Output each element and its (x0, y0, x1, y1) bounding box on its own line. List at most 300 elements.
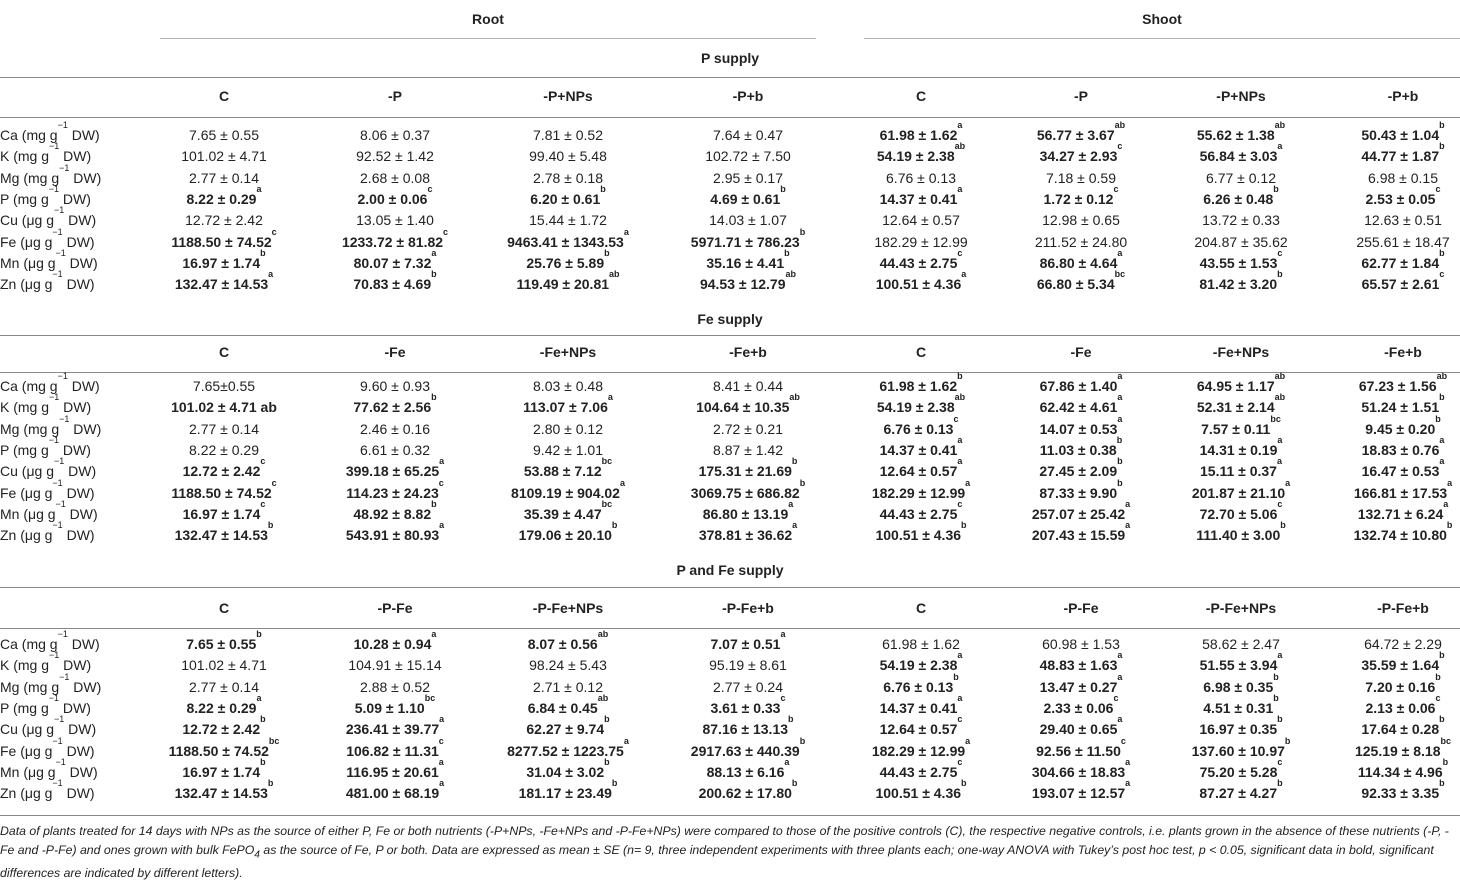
table-cell (129, 679, 319, 695)
cell-value: 7.18 ± 0.59 (1046, 169, 1116, 186)
significance-letter: a (1277, 141, 1283, 152)
significance-letter: c (427, 183, 433, 194)
table-cell (473, 226, 663, 250)
table-cell (129, 226, 319, 250)
column-header: C (915, 88, 927, 104)
significance-letter: a (1117, 247, 1123, 258)
row-label (0, 520, 95, 544)
cell-value: 132.47 ± 14.53 (174, 785, 268, 802)
cell-value: 62.42 ± 4.61 (1039, 399, 1118, 416)
significance-letter: b (431, 498, 437, 509)
cell-value: 4.69 ± 0.61 (710, 190, 781, 207)
row-label-text: K (mg g (0, 399, 50, 416)
table-cell (473, 212, 663, 228)
cell-value: 9.45 ± 0.20 (1365, 420, 1436, 437)
row-label-unit: DW) (59, 699, 91, 716)
table-cell (1308, 477, 1460, 501)
table-cell (473, 456, 663, 480)
row-label-text: P (mg g (0, 441, 49, 458)
column-header: -P+b (1387, 88, 1419, 104)
row-label-unit: DW) (62, 484, 95, 501)
significance-letter: a (957, 692, 963, 703)
cell-value: 1188.50 ± 74.52 (171, 233, 272, 250)
row-label (0, 714, 97, 738)
table-cell (300, 520, 490, 544)
cell-value: 100.51 ± 4.36 (875, 527, 962, 544)
table-cell (300, 629, 490, 652)
significance-letter: c (1113, 183, 1119, 194)
section-top-rule (0, 587, 1460, 588)
section-top-rule (0, 77, 1460, 78)
row-label (0, 735, 95, 759)
cell-value: 75.20 ± 5.28 (1199, 763, 1278, 780)
cell-value: 81.42 ± 3.20 (1199, 276, 1278, 293)
table-cell (1308, 234, 1460, 250)
table-cell (653, 520, 843, 544)
table-cell (653, 392, 843, 416)
table-cell (473, 148, 663, 164)
table-cell (653, 657, 843, 673)
cell-value: 13.72 ± 0.33 (1202, 212, 1280, 229)
cell-value: 51.24 ± 1.51 (1361, 399, 1440, 416)
row-label (0, 183, 91, 207)
significance-letter: bc (1440, 735, 1452, 746)
table-cell (129, 778, 319, 802)
significance-letter: b (604, 714, 610, 725)
cell-value: 104.91 ± 15.14 (348, 657, 442, 674)
table-cell (300, 657, 490, 673)
cell-value: 54.19 ± 2.38 (876, 148, 955, 165)
significance-letter: ab (597, 692, 609, 703)
row-label-text: K (mg g (0, 148, 50, 165)
table-cell (300, 392, 490, 416)
column-header: -P-Fe+b (1377, 600, 1429, 616)
row-label-exponent: −1 (57, 371, 68, 381)
cell-value: 6.20 ± 0.61 (530, 190, 601, 207)
cell-value: 111.40 ± 3.00 (1196, 527, 1281, 544)
row-label-exponent: −1 (55, 498, 66, 509)
row-label-exponent: −1 (59, 162, 70, 173)
table-cell (300, 226, 490, 250)
column-header: -P-Fe+b (722, 600, 774, 616)
table-cell (473, 421, 663, 437)
cell-value: 14.03 ± 1.07 (709, 212, 787, 229)
table-cell (653, 127, 843, 143)
table-cell (300, 442, 490, 458)
row-label-exponent: −1 (49, 650, 60, 661)
cell-value: 29.40 ± 0.65 (1039, 721, 1118, 738)
table-cell (129, 657, 319, 673)
table-cell (300, 127, 490, 143)
cell-value: 12.72 ± 2.42 (182, 463, 261, 480)
cell-value: 48.92 ± 8.82 (353, 505, 432, 522)
row-label-exponent: −1 (48, 692, 60, 703)
significance-letter: b (1439, 650, 1445, 661)
column-header: -P (388, 88, 402, 104)
table-cell (473, 477, 663, 501)
cell-value: 51.55 ± 3.94 (1199, 657, 1278, 674)
table-cell (1308, 247, 1460, 271)
significance-letter: b (1277, 714, 1283, 725)
significance-letter: ab (1274, 371, 1286, 381)
significance-letter: b (1284, 735, 1291, 746)
cell-value: 8.22 ± 0.29 (186, 190, 257, 207)
row-label-text: Fe (μg g (0, 484, 53, 501)
significance-letter: b (1273, 671, 1279, 682)
significance-letter: c (1439, 269, 1445, 280)
significance-letter: b (788, 714, 794, 725)
cell-value: 34.27 ± 2.93 (1039, 148, 1118, 165)
column-header: -Fe (1070, 344, 1092, 360)
significance-letter: ab (1274, 392, 1286, 403)
row-label (0, 434, 91, 458)
cell-value: 6.98 ± 0.15 (1368, 169, 1438, 186)
table-cell (129, 442, 319, 458)
cell-value: 62.77 ± 1.84 (1361, 254, 1440, 271)
significance-letter: a (965, 477, 971, 488)
significance-letter: b (600, 183, 606, 194)
table-cell (300, 778, 490, 802)
cell-value: 7.65 ± 0.55 (189, 127, 259, 143)
column-header: -Fe (384, 344, 406, 360)
cell-value: 6.76 ± 0.13 (883, 420, 954, 437)
table-cell (129, 498, 319, 522)
significance-letter: a (607, 392, 613, 403)
significance-letter: a (1117, 371, 1123, 381)
significance-letter: b (260, 247, 266, 258)
cell-value: 100.51 ± 4.36 (875, 785, 962, 802)
row-label-text: Ca (mg g (0, 378, 58, 394)
cell-value: 1.72 ± 0.12 (1043, 190, 1114, 207)
table-cell (473, 127, 663, 143)
significance-letter: c (271, 226, 277, 237)
cell-value: 7.07 ± 0.51 (710, 636, 781, 652)
column-header-rule (0, 628, 1460, 629)
cell-value: 44.43 ± 2.75 (879, 763, 958, 780)
row-label-unit: DW) (62, 233, 95, 250)
cell-value: 100.51 ± 4.36 (875, 276, 962, 293)
significance-letter: a (1447, 477, 1453, 488)
row-label-text: Cu (μg g (0, 463, 54, 480)
significance-letter: a (957, 650, 963, 661)
row-label-unit: DW) (67, 378, 100, 394)
row-label-unit: DW) (65, 254, 98, 271)
significance-letter: b (1117, 477, 1123, 488)
cell-value: 6.26 ± 0.48 (1203, 190, 1274, 207)
significance-letter: c (1277, 756, 1283, 767)
significance-letter: c (1113, 692, 1119, 703)
significance-letter: a (619, 477, 625, 488)
cell-value: 6.76 ± 0.13 (883, 678, 954, 695)
cell-value: 44.43 ± 2.75 (879, 254, 958, 271)
cell-value: 106.82 ± 11.31 (346, 742, 439, 759)
row-label-unit: DW) (62, 742, 95, 759)
significance-letter: c (1120, 735, 1126, 746)
cell-value: 101.02 ± 4.71 ab (171, 399, 277, 416)
cell-value: 211.52 ± 24.80 (1034, 233, 1128, 250)
table-cell (653, 714, 843, 738)
significance-letter: bc (601, 456, 613, 467)
row-label (0, 269, 95, 293)
row-label-exponent: −1 (57, 120, 68, 130)
row-label-unit: DW) (59, 190, 91, 207)
row-label-unit: DW) (69, 420, 102, 437)
cell-value: 137.60 ± 10.97 (1191, 742, 1285, 759)
table-cell (653, 442, 843, 458)
cell-value: 399.18 ± 65.25 (345, 463, 440, 480)
cell-value: 2.80 ± 0.12 (533, 420, 603, 437)
row-label-unit: DW) (64, 463, 97, 480)
row-label-exponent: −1 (52, 520, 63, 531)
row-label-unit: DW) (65, 763, 98, 780)
cell-value: 204.87 ± 35.62 (1194, 233, 1288, 250)
table-cell (473, 378, 663, 394)
table-cell (300, 735, 490, 759)
table-cell (473, 692, 663, 716)
table-cell (1308, 498, 1460, 522)
table-cell (473, 498, 663, 522)
row-label-unit: DW) (59, 657, 92, 674)
table-cell (129, 378, 319, 394)
significance-letter: a (438, 756, 444, 767)
row-label-exponent: −1 (53, 205, 65, 216)
cell-value: 2.71 ± 0.12 (533, 678, 603, 695)
cell-value: 2.77 ± 0.14 (189, 420, 259, 437)
cell-value: 17.64 ± 0.28 (1361, 721, 1440, 738)
cell-value: 132.47 ± 14.53 (174, 527, 268, 544)
significance-letter: b (260, 756, 266, 767)
table-cell (473, 520, 663, 544)
significance-letter: a (957, 434, 963, 445)
cell-value: 7.65±0.55 (192, 378, 256, 394)
column-header: -P-Fe (1063, 600, 1099, 616)
table-cell (300, 247, 490, 271)
significance-letter: a (623, 226, 629, 237)
significance-letter: c (957, 756, 963, 767)
significance-letter: a (1117, 671, 1123, 682)
significance-letter: b (953, 671, 959, 682)
cell-value: 9.60 ± 0.93 (360, 378, 430, 394)
cell-value: 86.80 ± 13.19 (702, 505, 789, 522)
cell-value: 114.34 ± 4.96 (1357, 763, 1443, 780)
shoot-underline (864, 38, 1460, 39)
row-label-exponent: −1 (57, 629, 68, 639)
table-cell (300, 456, 490, 480)
table-cell (653, 735, 843, 759)
table-cell (653, 183, 843, 207)
cell-value: 35.16 ± 4.41 (706, 254, 785, 271)
row-label-text: Zn (μg g (0, 785, 53, 802)
row-label-exponent: −1 (48, 183, 60, 194)
row-label-exponent: −1 (49, 392, 60, 403)
cell-value: 44.43 ± 2.75 (879, 505, 958, 522)
significance-letter: a (792, 520, 798, 531)
cell-value: 255.61 ± 18.47 (1356, 233, 1450, 250)
table-cell (129, 692, 319, 716)
table-cell (129, 212, 319, 228)
cell-value: 481.00 ± 68.19 (345, 785, 440, 802)
table-cell (653, 170, 843, 186)
significance-letter: a (431, 629, 437, 639)
significance-letter: c (1277, 498, 1283, 509)
table-cell (1308, 141, 1460, 165)
row-label (0, 456, 97, 480)
table-cell (129, 456, 319, 480)
row-label (0, 205, 97, 229)
cell-value: 1188.50 ± 74.52 (171, 484, 272, 501)
cell-value: 14.07 ± 0.53 (1039, 420, 1118, 437)
cell-value: 92.33 ± 3.35 (1361, 785, 1440, 802)
table-cell (300, 692, 490, 716)
significance-letter: bc (1270, 413, 1281, 424)
significance-letter: a (268, 269, 274, 280)
significance-letter: a (1117, 392, 1123, 403)
significance-letter: ab (954, 141, 966, 152)
significance-letter: b (1277, 778, 1283, 789)
significance-letter: a (1125, 778, 1131, 789)
row-label-text: Mn (μg g (0, 254, 56, 271)
row-label-text: Mg (mg g (0, 169, 60, 186)
cell-value: 2917.63 ± 440.39 (690, 742, 800, 759)
table-cell (1308, 371, 1460, 394)
row-label-exponent: −1 (53, 714, 65, 725)
table-cell (653, 226, 843, 250)
row-label-exponent: −1 (52, 735, 63, 746)
row-label (0, 392, 92, 416)
significance-letter: a (256, 692, 262, 703)
row-label-text: Cu (μg g (0, 212, 54, 229)
table-cell (473, 679, 663, 695)
cell-value: 12.72 ± 2.42 (182, 721, 261, 738)
significance-letter: c (443, 226, 449, 237)
cell-value: 16.97 ± 1.74 (182, 505, 261, 522)
cell-value: 4.51 ± 0.31 (1203, 699, 1274, 716)
cell-value: 64.72 ± 2.29 (1364, 636, 1442, 652)
row-label (0, 226, 95, 250)
table-cell (129, 629, 319, 652)
cell-value: 1233.72 ± 81.82 (341, 233, 444, 250)
cell-value: 304.66 ± 18.83 (1031, 763, 1126, 780)
row-label-unit: DW) (64, 212, 97, 229)
footnote-subscript: 4 (254, 849, 260, 861)
significance-letter: c (438, 735, 444, 746)
cell-value: 2.77 ± 0.14 (189, 169, 259, 186)
cell-value: 67.86 ± 1.40 (1039, 378, 1118, 394)
cell-value: 3069.75 ± 686.82 (690, 484, 800, 501)
significance-letter: b (1435, 413, 1441, 424)
significance-letter: b (799, 226, 806, 237)
row-label-exponent: −1 (48, 434, 60, 445)
significance-letter: b (1277, 269, 1283, 280)
cell-value: 6.61 ± 0.32 (360, 441, 430, 458)
cell-value: 12.98 ± 0.65 (1042, 212, 1120, 229)
cell-value: 25.76 ± 5.89 (526, 254, 605, 271)
significance-letter: b (1116, 434, 1123, 445)
table-cell (473, 778, 663, 802)
cell-value: 200.62 ± 17.80 (698, 785, 792, 802)
significance-letter: b (267, 520, 274, 531)
cell-value: 8.22 ± 0.29 (189, 441, 259, 458)
table-cell (473, 247, 663, 271)
cell-value: 2.00 ± 0.06 (357, 190, 428, 207)
section-top-rule (0, 335, 1460, 336)
cell-value: 5971.71 ± 786.23 (690, 233, 800, 250)
cell-value: 14.37 ± 0.41 (879, 441, 958, 458)
significance-letter: b (1439, 392, 1445, 403)
significance-letter: a (431, 247, 437, 258)
row-label-text: Mg (mg g (0, 420, 60, 437)
cell-value: 236.41 ± 39.77 (345, 721, 440, 738)
significance-letter: b (1439, 247, 1445, 258)
significance-letter: a (1439, 456, 1445, 467)
significance-letter: b (1439, 778, 1445, 789)
significance-letter: b (1439, 141, 1445, 152)
significance-letter: c (780, 692, 786, 703)
table-cell (473, 735, 663, 759)
cell-value: 56.77 ± 3.67 (1036, 127, 1115, 143)
row-label-text: K (mg g (0, 657, 50, 674)
table-cell (653, 456, 843, 480)
row-label-unit: DW) (62, 527, 95, 544)
cell-value: 35.39 ± 4.47 (523, 505, 602, 522)
significance-letter: a (1125, 756, 1131, 767)
cell-value: 8.07 ± 0.56 (527, 636, 598, 652)
table-cell (653, 421, 843, 437)
row-label-text: Zn (μg g (0, 276, 53, 293)
significance-letter: a (1443, 498, 1449, 509)
significance-letter: b (1439, 714, 1445, 725)
table-cell (1308, 392, 1460, 416)
table-cell (129, 247, 319, 271)
cell-value: 72.70 ± 5.06 (1199, 505, 1278, 522)
significance-letter: a (1117, 413, 1123, 424)
significance-letter: b (791, 456, 798, 467)
column-header: C (915, 600, 927, 616)
significance-letter: ab (597, 629, 609, 639)
row-label-exponent: −1 (53, 456, 65, 467)
significance-letter: a (1439, 434, 1445, 445)
row-label-exponent: −1 (59, 413, 70, 424)
cell-value: 2.77 ± 0.24 (713, 678, 783, 695)
cell-value: 6.77 ± 0.12 (1206, 169, 1276, 186)
cell-value: 50.43 ± 1.04 (1361, 127, 1440, 143)
cell-value: 2.13 ± 0.06 (1365, 699, 1436, 716)
significance-letter: bc (424, 692, 436, 703)
cell-value: 92.56 ± 11.50 (1036, 742, 1121, 759)
table-cell (1308, 692, 1460, 716)
significance-letter: a (1277, 434, 1283, 445)
table-cell (300, 148, 490, 164)
table-cell (129, 477, 319, 501)
cell-value: 94.53 ± 12.79 (699, 276, 786, 293)
significance-letter: a (623, 735, 629, 746)
table-cell (653, 498, 843, 522)
cell-value: 16.97 ± 1.74 (182, 254, 261, 271)
significance-letter: b (1439, 120, 1445, 130)
table-cell (653, 692, 843, 716)
row-label-text: P (mg g (0, 699, 49, 716)
significance-letter: b (780, 183, 786, 194)
significance-letter: b (957, 371, 963, 381)
table-cell (473, 269, 663, 293)
row-label-exponent: −1 (52, 477, 63, 488)
footnote (0, 822, 1460, 883)
table-cell (653, 148, 843, 164)
significance-letter: a (439, 456, 445, 467)
table-cell (129, 735, 319, 759)
cell-value: 88.13 ± 6.16 (706, 763, 785, 780)
cell-value: 132.74 ± 10.80 (1353, 527, 1447, 544)
